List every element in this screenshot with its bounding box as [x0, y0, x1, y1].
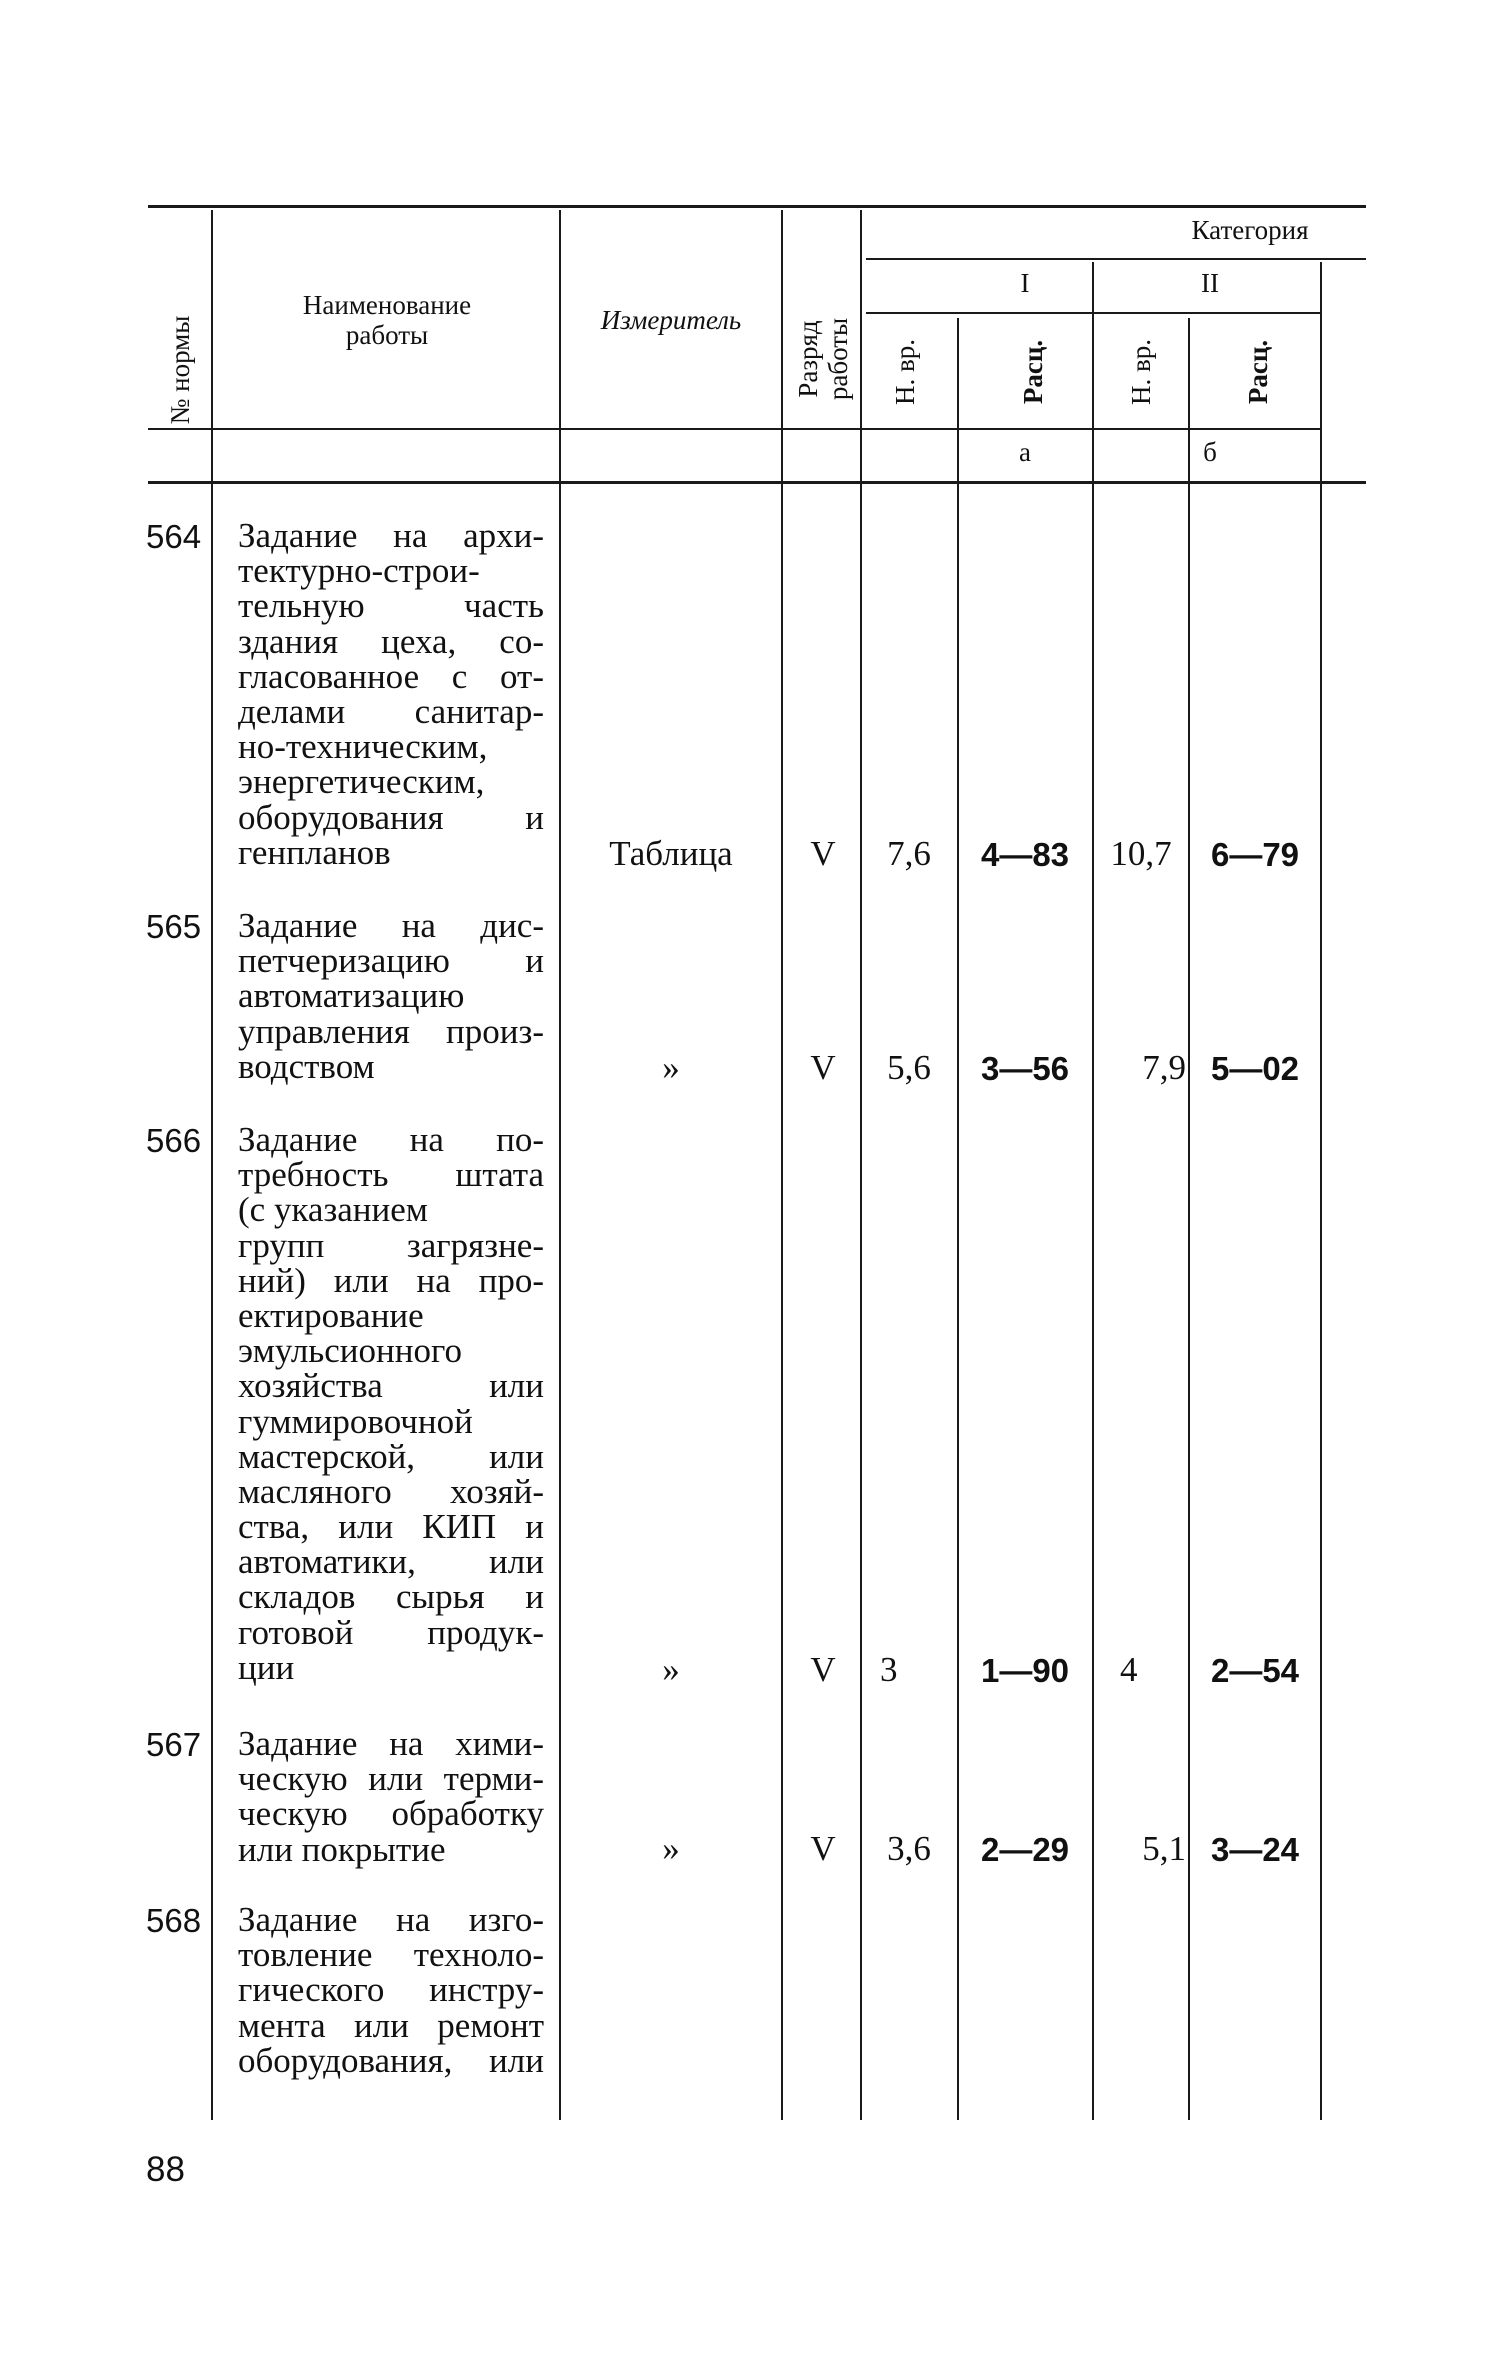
row-566-name-line: гуммировочной — [238, 1401, 473, 1441]
row-564-name-line: делами санитар- — [238, 691, 544, 731]
row-565-name — [238, 908, 544, 1084]
row-564-rank: V — [810, 834, 836, 873]
row-564-name — [238, 518, 544, 870]
col-rule-measure — [781, 210, 783, 2120]
row-566-name-line: готовой продук- — [238, 1612, 544, 1652]
row-568-name-line: Задание на изго- — [238, 1900, 544, 1939]
row-565-name-line: автоматизацию — [238, 976, 465, 1016]
row-564-name-line: тельную часть — [238, 586, 544, 626]
row-564-name-line: здания цеха, со- — [238, 621, 544, 661]
row-567-name-line: ческую обработку — [238, 1794, 544, 1834]
row-566-name-line: групп загрязне- — [238, 1225, 544, 1265]
category-rule — [866, 258, 1366, 260]
row-567-name-line: ческую или терми- — [238, 1759, 544, 1799]
category-1-label: I — [1020, 268, 1030, 298]
col-rule-num — [211, 210, 213, 2120]
row-567-number: 567 — [146, 1726, 202, 1763]
col-rule-cat-split — [1092, 262, 1094, 2120]
row-566-name-line: эмульсионного — [238, 1331, 462, 1371]
row-564-measure: Таблица — [609, 834, 733, 873]
col-header-nvr1: Н. вр. — [890, 339, 920, 405]
col-rule-name — [559, 210, 561, 2120]
col-header-nvr2: Н. вр. — [1126, 339, 1156, 405]
row-565-rasc2: 5—02 — [1210, 1050, 1300, 1087]
row-566-name-line: ции — [238, 1647, 295, 1687]
row-565-number: 565 — [146, 908, 202, 945]
col-header-name — [222, 290, 552, 350]
row-564-name-line: энергетическим, — [238, 762, 485, 802]
row-566-name-line: автоматики, или — [238, 1542, 544, 1582]
row-566-number: 566 — [146, 1122, 202, 1159]
header-bottom-rule — [148, 428, 1322, 430]
col-header-name-line2: работы — [345, 320, 429, 350]
row-568-number: 568 — [146, 1902, 202, 1939]
row-564-name-line: но-техническим, — [238, 727, 488, 767]
row-565-rasc1: 3—56 — [980, 1050, 1070, 1087]
subheader-b: б — [1203, 437, 1217, 467]
row-564-name-line: генпланов — [238, 832, 391, 872]
row-565-measure: » — [662, 1048, 680, 1087]
row-567-name-line: или покрытие — [238, 1829, 446, 1869]
row-564-rasc2: 6—79 — [1210, 836, 1300, 873]
row-566-name-line: Задание на по- — [238, 1120, 544, 1159]
col-rule-rank — [860, 210, 862, 2120]
col-header-rasc1: Расц. — [1018, 339, 1048, 405]
col-header-rasc2: Расц. — [1243, 339, 1273, 405]
header-end-rule — [148, 481, 1366, 484]
row-568-name-line: оборудования, или — [238, 2040, 544, 2080]
row-564-name-line: тектурно-строи- — [238, 551, 480, 591]
row-566-rank: V — [810, 1650, 836, 1689]
row-566-nvr2: 4 — [1120, 1650, 1138, 1689]
row-567-nvr1: 3,6 — [887, 1829, 931, 1868]
row-566-name-line: мастерской, или — [238, 1436, 544, 1476]
row-565-nvr1: 5,6 — [887, 1048, 931, 1087]
row-565-name-line: управления произ- — [238, 1011, 544, 1051]
col-rule-nvr2 — [1188, 318, 1190, 2120]
row-566-name-line: ний) или на про- — [238, 1260, 544, 1300]
row-566-name-line: требность штата — [238, 1155, 544, 1195]
row-566-name-line: масляного хозяй- — [238, 1471, 544, 1511]
table-top-rule — [148, 205, 1366, 208]
row-567-rasc1: 2—29 — [980, 1831, 1070, 1868]
page-number: 88 — [146, 2150, 185, 2189]
row-567-name-line: Задание на хими- — [238, 1724, 544, 1763]
row-566-rasc2: 2—54 — [1210, 1652, 1300, 1689]
col-header-name-line1: Наименование — [302, 290, 472, 320]
row-564-name-line: оборудования и — [238, 797, 544, 837]
row-565-name-line: Задание на дис- — [238, 906, 544, 945]
row-564-name-line: гласованное с от- — [238, 656, 544, 696]
row-567-name — [238, 1726, 544, 1867]
row-568-name-line: мента или ремонт — [238, 2005, 544, 2045]
row-568-name-line: гического инстру- — [238, 1970, 544, 2010]
row-568-name-line: товление техноло- — [238, 1935, 544, 1975]
row-565-name-line: петчеризацию и — [238, 941, 544, 981]
row-566-name-line: хозяйства или — [238, 1366, 544, 1406]
subheader-a: а — [1019, 437, 1031, 467]
category-2-label: II — [1201, 268, 1219, 298]
row-564-name-line: Задание на архи- — [238, 516, 544, 555]
col-header-measure: Измеритель — [600, 305, 742, 335]
row-564-nvr1: 7,6 — [887, 834, 931, 873]
row-566-name — [238, 1122, 544, 1685]
col-header-num: № нормы — [165, 315, 195, 425]
row-566-rasc1: 1—90 — [980, 1652, 1070, 1689]
row-565-name-line: водством — [238, 1046, 375, 1086]
row-564-nvr2: 10,7 — [1110, 834, 1172, 873]
row-567-measure: » — [662, 1829, 680, 1868]
col-header-rank-line2: работы — [823, 317, 853, 401]
row-566-name-line: ектирование — [238, 1295, 424, 1335]
row-564-rasc1: 4—83 — [980, 836, 1070, 873]
row-567-rank: V — [810, 1829, 836, 1868]
col-rule-nvr1 — [957, 318, 959, 2120]
row-566-name-line: складов сырья и — [238, 1577, 544, 1617]
col-header-rank-line1: Разряд — [793, 320, 823, 398]
row-566-name-line: (с указанием — [238, 1190, 428, 1230]
row-566-nvr1: 3 — [880, 1650, 898, 1689]
row-566-measure: » — [662, 1650, 680, 1689]
col-rule-right — [1320, 262, 1322, 2120]
subcategory-rule — [866, 312, 1322, 314]
row-568-name — [238, 1902, 544, 2078]
row-566-name-line: ства, или КИП и — [238, 1507, 544, 1547]
row-567-rasc2: 3—24 — [1210, 1831, 1300, 1868]
row-564-number: 564 — [146, 518, 202, 555]
row-567-nvr2: 5,1 — [1142, 1829, 1186, 1868]
row-565-rank: V — [810, 1048, 836, 1087]
row-565-nvr2: 7,9 — [1142, 1048, 1186, 1087]
category-label: Категория — [1191, 215, 1309, 245]
